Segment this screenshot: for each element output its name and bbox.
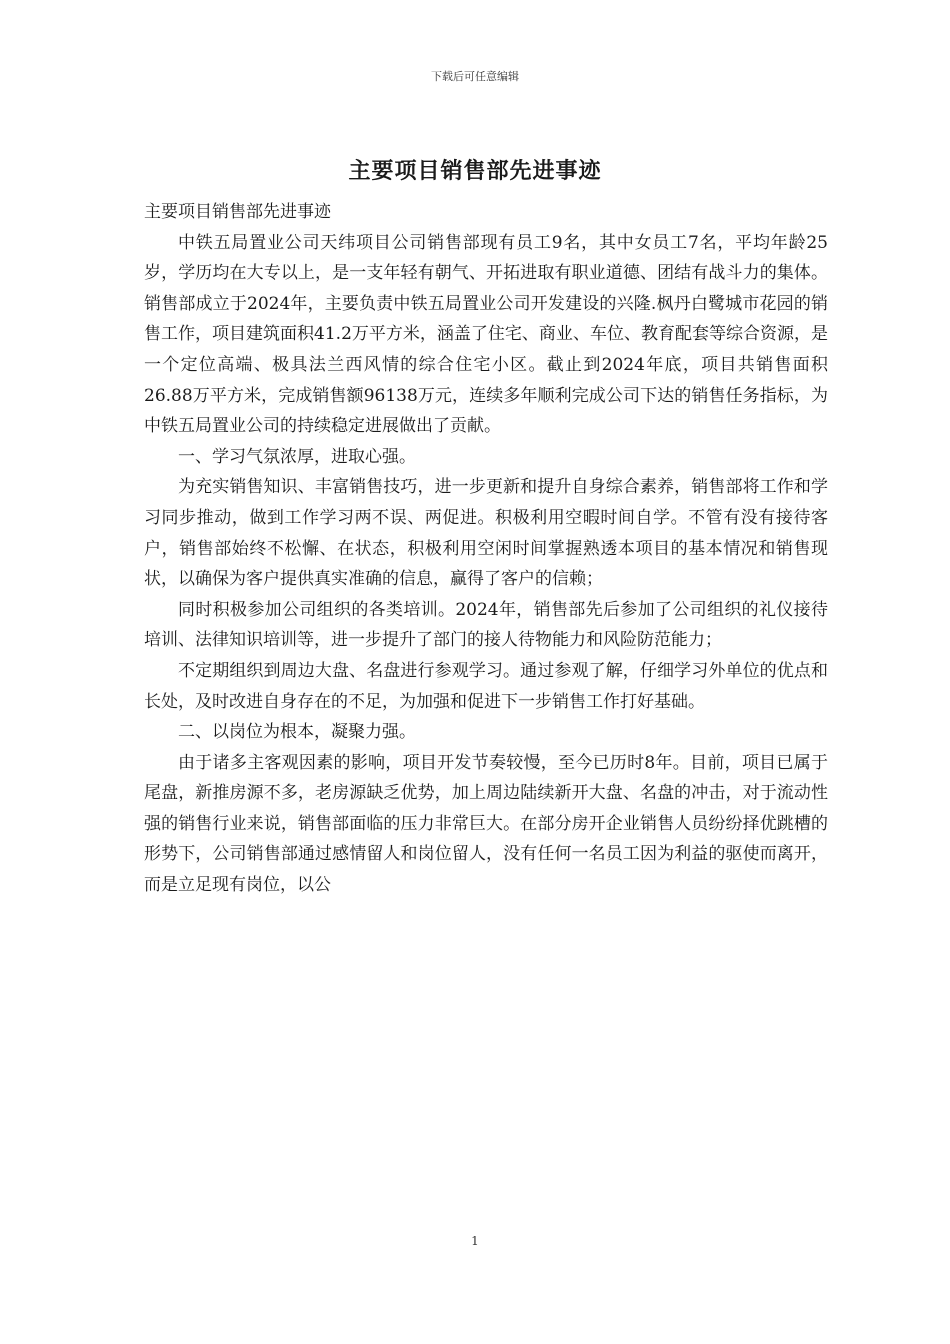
paragraph-intro: 中铁五局置业公司天纬项目公司销售部现有员工9名，其中女员工7名，平均年龄25岁，学历均在大专以上，是一支年轻有朝气、开拓进取有职业道德、团结有战斗力的集体。销售部成立于2024年，主要负责中铁五局置业公司开发建设的兴隆.枫丹白鹭城市花园的销售工作，项目建筑面积41.2万平方米，涵盖了住宅、商业、车位、教育配套等综合资源，是一个定位高端、极具法兰西风情的综合住宅小区。截止到2024年底，项目共销售面积26.88万平方米，完成销售额96138万元，连续多年顺利完成公司下达的销售任务指标，为中铁五局置业公司的持续稳定进展做出了贡献。 [144, 232, 828, 437]
header-note: 下载后可任意编辑 [431, 70, 519, 83]
page-number: 1 [471, 1234, 479, 1248]
paragraph-study: 为充实销售知识、丰富销售技巧，进一步更新和提升自身综合素养，销售部将工作和学习同步推动，做到工作学习两不误、两促进。积极利用空暇时间自学。不管有没有接待客户，销售部始终不松懈、在状态，积极利用空闲时间掌握熟透本项目的基本情况和销售现状，以确保为客户提供真实准确的信息，赢得了客户的信赖； [144, 477, 828, 590]
subtitle-line: 主要项目销售部先进事迹 [144, 202, 331, 222]
section-heading-2: 二、以岗位为根本，凝聚力强。 [178, 722, 416, 743]
paragraph-visits: 不定期组织到周边大盘、名盘进行参观学习。通过参观了解，仔细学习外单位的优点和长处，及时改进自身存在的不足，为加强和促进下一步销售工作打好基础。 [144, 660, 828, 712]
document-body [144, 197, 828, 901]
document-title: 主要项目销售部先进事迹 [348, 158, 602, 184]
paragraph-cohesion: 由于诸多主客观因素的影响，项目开发节奏较慢，至今已历时8年。目前，项目已属于尾盘，新推房源不多，老房源缺乏优势，加上周边陆续新开大盘、名盘的冲击，对于流动性强的销售行业来说，销售部面临的压力非常巨大。在部分房开企业销售人员纷纷择优跳槽的形势下，公司销售部通过感情留人和岗位留人，没有任何一名员工因为利益的驱使而离开，而是立足现有岗位，以公 [144, 752, 828, 896]
paragraph-training: 同时积极参加公司组织的各类培训。2024年，销售部先后参加了公司组织的礼仪接待培训、法律知识培训等，进一步提升了部门的接人待物能力和风险防范能力； [144, 599, 828, 651]
section-heading-1: 一、学习气氛浓厚，进取心强。 [178, 446, 416, 467]
